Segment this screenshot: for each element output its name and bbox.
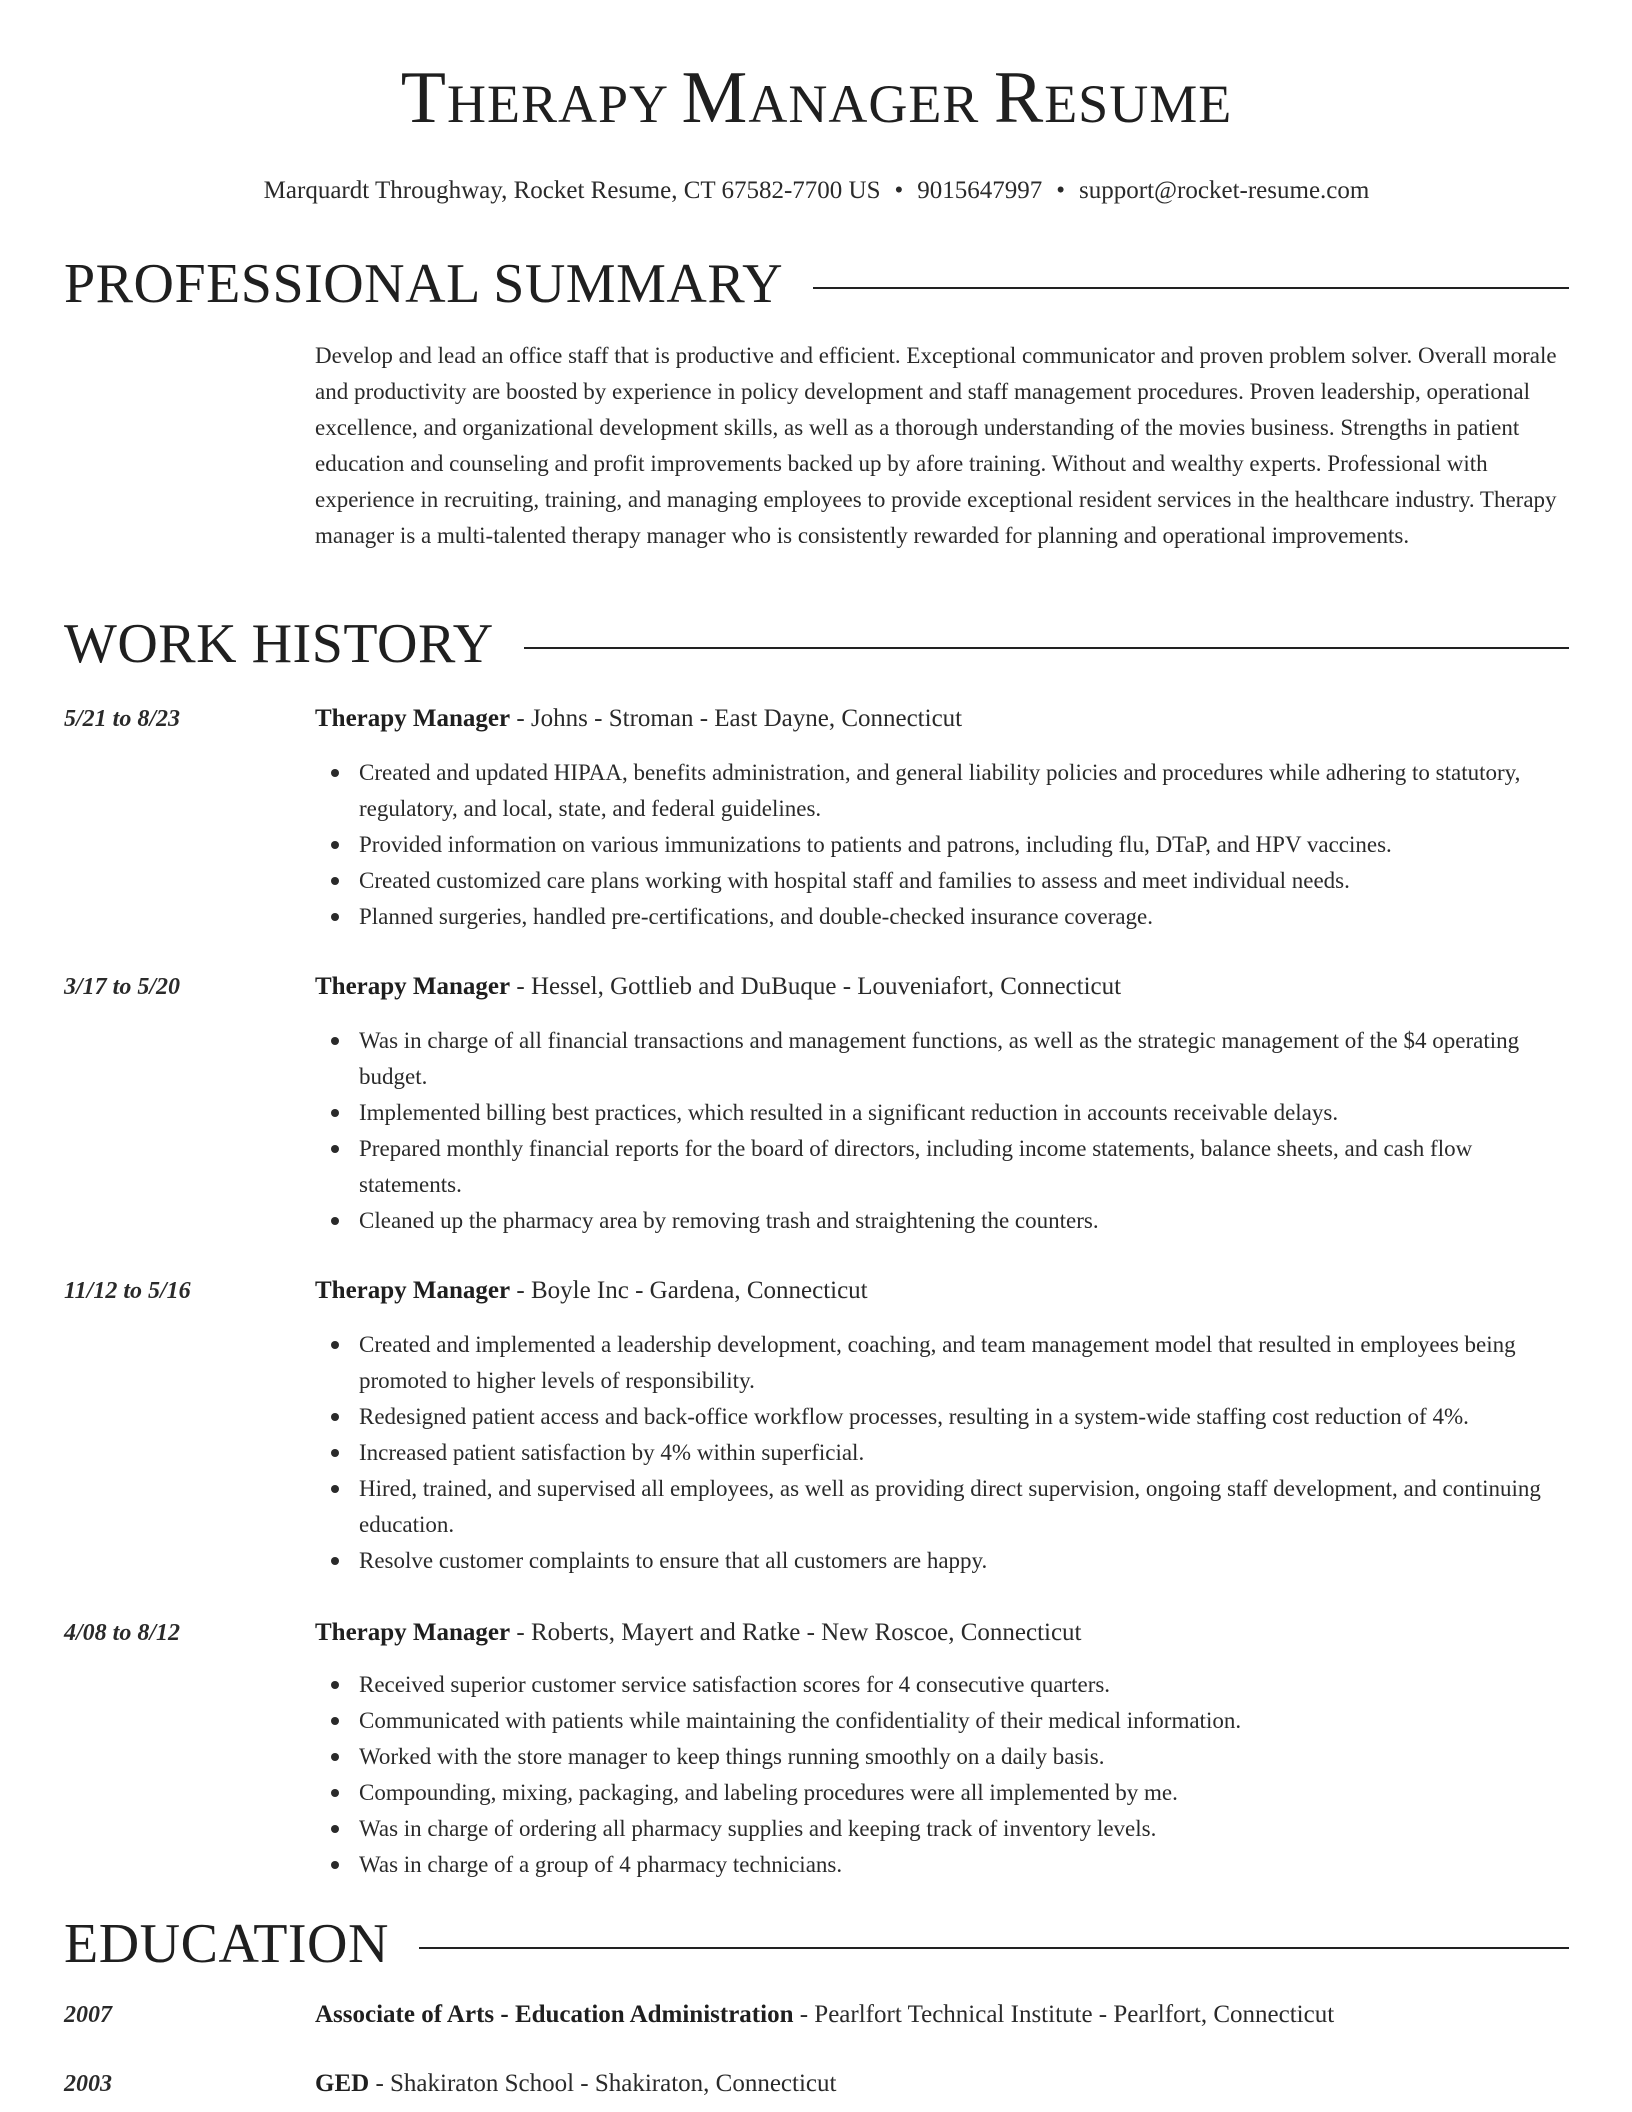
education-year: 2007	[64, 2002, 112, 2028]
job-bullets	[315, 1667, 1569, 1883]
school-details: - Shakiraton School - Shakiraton, Connecticut	[369, 2070, 837, 2097]
job-title: Therapy Manager	[315, 1277, 511, 1304]
list-item: Hired, trained, and supervised all employees, as well as providing direct supervision, ongoing staff development, and continuing education.	[359, 1471, 1569, 1543]
list-item: Provided information on various immunizations to patients and patrons, including flu, DTaP, and HPV vaccines.	[359, 827, 1569, 863]
job-role	[315, 701, 1569, 737]
summary-section-header	[64, 254, 1569, 318]
job-employer: - Roberts, Mayert and Ratke - New Roscoe, Connecticut	[510, 1619, 1082, 1646]
job-bullets	[315, 1023, 1569, 1239]
job-dates: 11/12 to 5/16	[64, 1278, 191, 1304]
degree-name: Associate of Arts - Education Administration	[315, 2001, 794, 2028]
job-employer: - Boyle Inc - Gardena, Connecticut	[510, 1277, 868, 1304]
section-divider	[813, 287, 1569, 289]
summary-heading: PROFESSIONAL SUMMARY	[64, 253, 784, 315]
list-item: Increased patient satisfaction by 4% within superficial.	[359, 1435, 1569, 1471]
separator-dot: •	[1056, 177, 1066, 204]
job-role	[315, 1273, 1569, 1309]
job-role	[315, 969, 1569, 1005]
list-item: Implemented billing best practices, which resulted in a significant reduction in accounts receivable delays.	[359, 1095, 1569, 1131]
list-item: Resolve customer complaints to ensure that all customers are happy.	[359, 1543, 1569, 1579]
school-details: - Pearlfort Technical Institute - Pearlfort, Connecticut	[793, 2001, 1335, 2028]
contact-line	[64, 174, 1569, 208]
job-title: Therapy Manager	[315, 705, 511, 732]
address: Marquardt Throughway, Rocket Resume, CT 67582-7700 US	[263, 177, 881, 204]
list-item: Prepared monthly financial reports for the board of directors, including income statements, balance sheets, and cash flow statements.	[359, 1131, 1569, 1203]
job-bullets	[315, 755, 1569, 935]
education-section-header	[64, 1914, 1569, 1978]
list-item: Redesigned patient access and back-office workflow processes, resulting in a system-wide staffing cost reduction of 4%.	[359, 1399, 1569, 1435]
list-item: Created customized care plans working with hospital staff and families to assess and meet individual needs.	[359, 863, 1569, 899]
job-employer: - Hessel, Gottlieb and DuBuque - Louveniafort, Connecticut	[510, 973, 1122, 1000]
list-item: Was in charge of ordering all pharmacy supplies and keeping track of inventory levels.	[359, 1811, 1569, 1847]
job-dates: 5/21 to 8/23	[64, 706, 181, 732]
list-item: Created and implemented a leadership development, coaching, and team management model that resulted in employees being promoted to higher levels of responsibility.	[359, 1327, 1569, 1399]
job-dates: 3/17 to 5/20	[64, 974, 181, 1000]
job-title: Therapy Manager	[315, 973, 511, 1000]
work-section-header	[64, 614, 1569, 678]
email-link[interactable]: support@rocket-resume.com	[1079, 177, 1370, 204]
section-divider	[524, 647, 1569, 649]
education-heading: EDUCATION	[64, 1913, 389, 1975]
list-item: Cleaned up the pharmacy area by removing trash and straightening the counters.	[359, 1203, 1569, 1239]
job-role	[315, 1615, 1569, 1651]
list-item: Worked with the store manager to keep things running smoothly on a daily basis.	[359, 1739, 1569, 1775]
list-item: Was in charge of all financial transactions and management functions, as well as the strategic management of the $4 operating budget.	[359, 1023, 1569, 1095]
education-degree-line	[315, 1997, 1569, 2033]
job-title: Therapy Manager	[315, 1619, 511, 1646]
education-degree-line	[315, 2066, 1569, 2102]
resume-title: THERAPY MANAGER RESUME	[400, 57, 1233, 139]
list-item: Planned surgeries, handled pre-certifications, and double-checked insurance coverage.	[359, 899, 1569, 935]
list-item: Communicated with patients while maintaining the confidentiality of their medical information.	[359, 1703, 1569, 1739]
degree-name: GED	[315, 2070, 370, 2097]
list-item: Compounding, mixing, packaging, and labeling procedures were all implemented by me.	[359, 1775, 1569, 1811]
list-item: Received superior customer service satisfaction scores for 4 consecutive quarters.	[359, 1667, 1569, 1703]
section-divider	[419, 1947, 1569, 1949]
phone-number: 9015647997	[917, 177, 1043, 204]
list-item: Created and updated HIPAA, benefits administration, and general liability policies and procedures while adhering to statutory, regulatory, and local, state, and federal guidelines.	[359, 755, 1569, 827]
summary-text: Develop and lead an office staff that is productive and efficient. Exceptional communicator and proven problem solver. Overall morale and productivity are boosted by experience in policy development and staff management procedures. Proven leadership, operational excellence, and organizational development skills, as well as a thorough understanding of the movies business. Strengths in patient education and counseling and profit improvements backed up by afore training. Without and wealthy experts. Professional with experience in recruiting, training, and managing employees to provide exceptional resident services in the healthcare industry. Therapy manager is a multi-talented therapy manager who is consistently rewarded for planning and operational improvements.	[315, 343, 1557, 548]
job-bullets	[315, 1327, 1569, 1579]
job-dates: 4/08 to 8/12	[64, 1620, 181, 1646]
work-history-heading: WORK HISTORY	[64, 613, 494, 675]
job-employer: - Johns - Stroman - East Dayne, Connecticut	[510, 705, 963, 732]
separator-dot: •	[894, 177, 904, 204]
education-year: 2003	[64, 2071, 112, 2097]
list-item: Was in charge of a group of 4 pharmacy technicians.	[359, 1847, 1569, 1883]
